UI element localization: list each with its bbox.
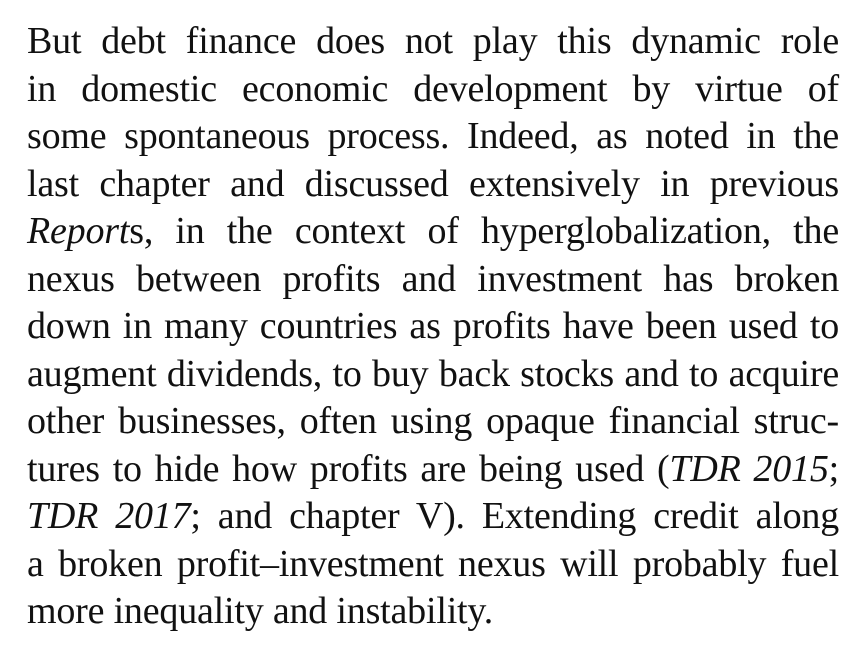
citation-tdr-2015: TDR 2015 [669, 447, 829, 490]
text-line: tures to hide how profits are being used (TDR 2015; [27, 447, 839, 490]
text-line: augment dividends, to buy back stocks and to acquire [27, 352, 839, 395]
report-italic: Report [27, 210, 130, 252]
text-line: in domestic economic development by virtue of [27, 67, 839, 110]
citation-tdr-2017: TDR 2017 [27, 495, 191, 537]
body-paragraph [27, 18, 839, 636]
text-line: a broken profit–investment nexus will probably fuel [27, 542, 839, 585]
text-line: some spontaneous process. Indeed, as noted in the [27, 115, 839, 157]
text-line: last chapter and discussed extensively in previous [27, 162, 839, 205]
text-line: Reports, in the context of hyperglobalization, the [27, 210, 839, 252]
text-line-last: more inequality and instability. [27, 590, 494, 632]
text-line: But debt finance does not play this dynamic role [27, 20, 839, 62]
text-line: nexus between profits and investment has broken [27, 257, 839, 300]
text-line: other businesses, often using opaque financial struc- [27, 400, 839, 442]
text-line: TDR 2017; and chapter V). Extending credit along [27, 495, 839, 537]
text-line: down in many countries as profits have been used to [27, 305, 839, 347]
